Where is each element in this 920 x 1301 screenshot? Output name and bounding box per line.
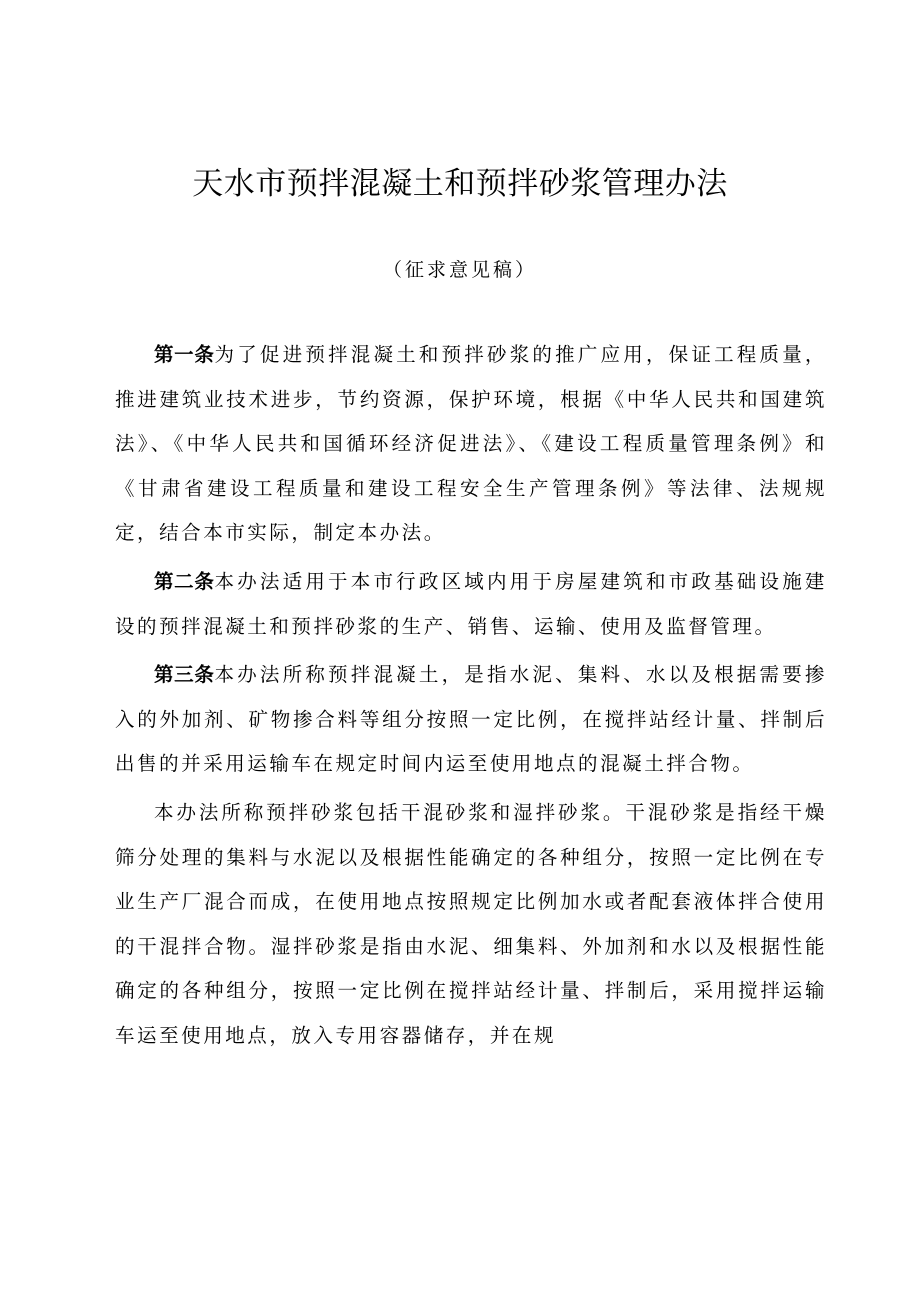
article-paragraph bbox=[115, 653, 827, 787]
article-label: 第一条 bbox=[154, 343, 215, 366]
article-text: 本办法所称预拌砂浆包括干混砂浆和湿拌砂浆。干混砂浆是指经干燥筛分处理的集料与水泥以及根据性能确定的各种组分，按照一定比例在专业生产厂混合而成，在使用地点按照规定比例加水或者配套液体拌合使用的干混拌合物。湿拌砂浆是指由水泥、细集料、外加剂和水以及根据性能确定的各种组分，按照一定比例在搅拌站经计量、拌制后，采用搅拌运输车运至使用地点，放入专用容器储存，并在规 bbox=[115, 800, 827, 1047]
document-body bbox=[115, 333, 827, 1063]
article-label: 第二条 bbox=[154, 569, 215, 593]
article-text: 为了促进预拌混凝土和预拌砂浆的推广应用，保证工程质量，推进建筑业技术进步，节约资源，保护环境，根据《中华人民共和国建筑法》、《中华人民共和国循环经济促进法》、《建设工程质量管理条例》和《甘肃省建设工程质量和建设工程安全生产管理条例》等法律、法规规定，结合本市实际，制定本办法。 bbox=[115, 343, 827, 545]
article-label: 第三条 bbox=[154, 663, 215, 687]
article-text: 本办法所称预拌混凝土，是指水泥、集料、水以及根据需要掺入的外加剂、矿物掺合料等组分按照一定比例，在搅拌站经计量、拌制后出售的并采用运输车在规定时间内运至使用地点的混凝土拌合物。 bbox=[115, 663, 827, 776]
document-title: 天水市预拌混凝土和预拌砂浆管理办法 bbox=[192, 166, 728, 202]
article-paragraph bbox=[115, 791, 827, 1059]
article-paragraph bbox=[115, 333, 827, 556]
article-paragraph bbox=[115, 560, 827, 649]
document-subtitle: （征求意见稿） bbox=[382, 259, 537, 281]
article-text: 本办法适用于本市行政区域内用于房屋建筑和市政基础设施建设的预拌混凝土和预拌砂浆的生产、销售、运输、使用及监督管理。 bbox=[115, 569, 827, 638]
